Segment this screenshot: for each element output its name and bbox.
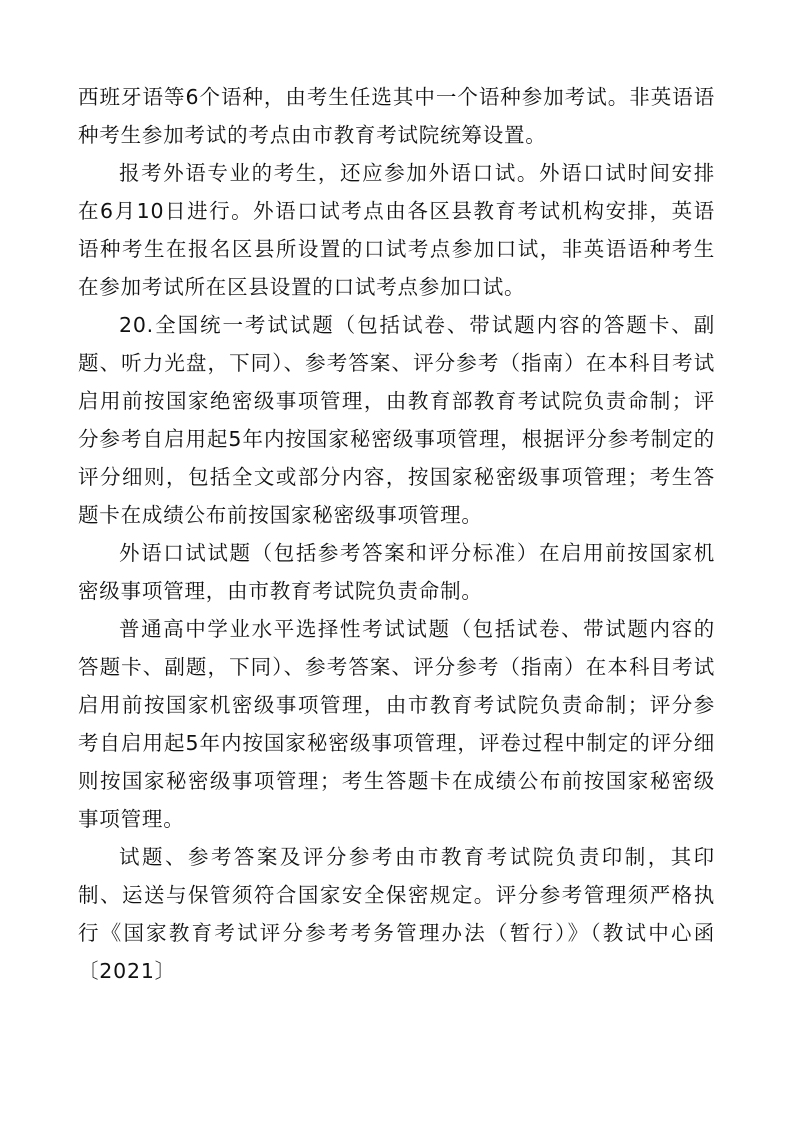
paragraph-oral-exam-questions: 外语口试试题（包括参考答案和评分标准）在启用前按国家机密级事项管理，由市教育考试院负责命制。 (78, 541, 715, 603)
paragraph-item-20: 20.全国统一考试试题（包括试卷、带试题内容的答题卡、副题、听力光盘，下同）、参考答案、评分参考（指南）在本科目考试启用前按国家绝密级事项管理，由教育部教育考试院负责命制；评分参考自启用起5年内按国家秘密级事项管理，根据评分参考制定的评分细则，包括全文或部分内容，按国家秘密级事项管理；考生答题卡在成绩公布前按国家秘密级事项管理。 (78, 313, 715, 527)
paragraph-continuation: 西班牙语等6个语种，由考生任选其中一个语种参加考试。非英语语种考生参加考试的考点由市教育考试院统筹设置。 (78, 85, 715, 147)
paragraph-printing: 试题、参考答案及评分参考由市教育考试院负责印制，其印制、运送与保管须符合国家安全保密规定。评分参考管理须严格执行《国家教育考试评分参考考务管理办法（暂行）》（教试中心函〔2021〕 (78, 845, 715, 983)
paragraph-academic-level-exam: 普通高中学业水平选择性考试试题（包括试卷、带试题内容的答题卡、副题，下同）、参考答案、评分参考（指南）在本科目考试启用前按国家机密级事项管理，由市教育考试院负责命制；评分参考自启用起5年内按国家秘密级事项管理，评卷过程中制定的评分细则按国家秘密级事项管理；考生答题卡在成绩公布前按国家秘密级事项管理。 (78, 617, 715, 831)
paragraph-oral-exam: 报考外语专业的考生，还应参加外语口试。外语口试时间安排在6月10日进行。外语口试考点由各区县教育考试机构安排，英语语种考生在报名区县所设置的口试考点参加口试，非英语语种考生在参加考试所在区县设置的口试考点参加口试。 (78, 161, 715, 299)
